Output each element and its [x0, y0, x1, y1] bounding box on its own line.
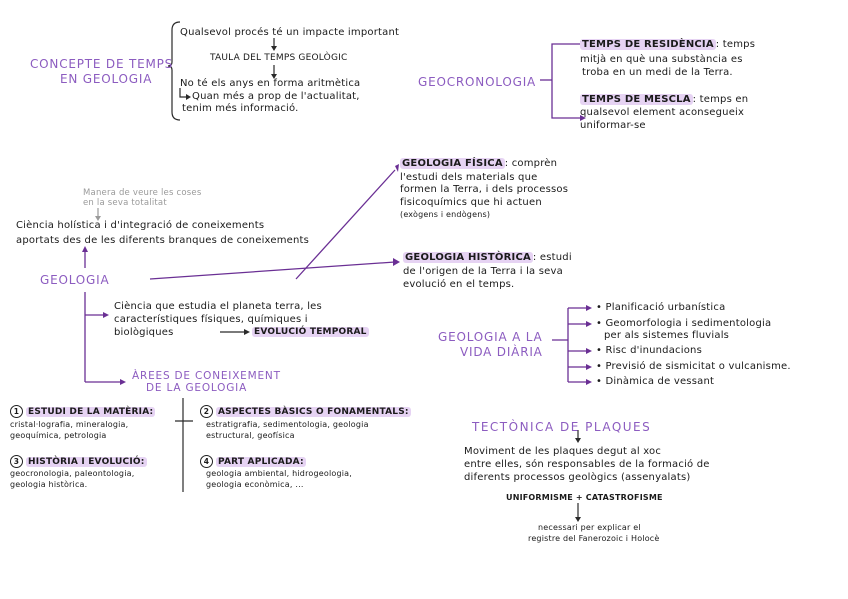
mescla-label: TEMPS DE MESCLA [582, 94, 691, 105]
fisica-text-1: : comprèn [504, 158, 558, 169]
ciencia-line-2: característiques físiques, químiques i [114, 314, 308, 325]
area-4-header [200, 455, 306, 468]
residencia-line-2: mitjà en què una substància es [580, 54, 743, 65]
area-4-line-2: geologia econòmica, ... [206, 480, 304, 489]
concepte-line-4: Quan més a prop de l'actualitat, [192, 91, 360, 102]
area-2-number: 2 [200, 405, 213, 418]
area-3-line-1: geocronologia, paleontologia, [10, 469, 135, 478]
area-3-line-2: geologia històrica. [10, 480, 88, 489]
vida-bracket [552, 308, 588, 382]
fisica-line-2: l'estudi dels materials que [400, 172, 538, 183]
tectonica-line-5: necessari per explicar el [538, 523, 641, 532]
tectonica-line-4: UNIFORMISME + CATASTROFISME [506, 493, 663, 502]
concepte-bracket [168, 22, 180, 120]
vida-item-3-label: Risc d'inundacions [605, 345, 703, 356]
vida-item-2: • Geomorfologia i sedimentologia [596, 318, 772, 329]
vida-title-2: VIDA DIÀRIA [460, 345, 543, 359]
tectonica-line-1: Moviment de les plaques degut al xoc [464, 446, 662, 457]
residencia-text: : temps [715, 39, 756, 50]
tectonica-line-2: entre elles, són responsables de la formació de [464, 459, 710, 470]
residencia-label: TEMPS DE RESIDÈNCIA [582, 39, 714, 50]
area-4-line-1: geologia ambiental, hidrogeologia, [206, 469, 353, 478]
area-3-number: 3 [10, 455, 23, 468]
area-1-line-1: cristal·lografia, mineralogia, [10, 420, 129, 429]
vida-item-5-label: Dinàmica de vessant [605, 376, 715, 387]
historica-text-1: : estudi [532, 252, 572, 263]
tectonica-line-3: diferents processos geològics (assenyalats) [464, 472, 691, 483]
ciencia-line-1: Ciència que estudia el planeta terra, les [114, 301, 322, 312]
area-1-header [10, 405, 155, 418]
area-3-header [10, 455, 147, 468]
vida-item-1: • Planificació urbanística [596, 302, 726, 313]
gray-note-2: en la seva totalitat [83, 198, 167, 208]
mescla-line-1 [580, 94, 748, 106]
fisica-line-4: fisicoquímics que hi actuen [400, 197, 542, 208]
vida-item-5: • Dinàmica de vessant [596, 376, 715, 387]
area-4-title: PART APLICADA: [218, 457, 304, 467]
area-1-number: 1 [10, 405, 23, 418]
concepte-line-3: No té els anys en forma aritmètica [180, 78, 361, 89]
historica-line-1 [403, 252, 572, 264]
holistica-line-2: aportats des de les diferents branques de coneixements [16, 235, 310, 246]
holistica-line-1: Ciència holística i d'integració de coneixements [16, 220, 265, 231]
vida-item-4: • Previsió de sismicitat o vulcanisme. [596, 361, 791, 372]
evolucio-label: EVOLUCIÓ TEMPORAL [254, 327, 367, 337]
vida-item-2b: per als sistemes fluvials [604, 330, 730, 341]
ciencia-line-3: biològiques [114, 327, 174, 338]
historica-arrow [150, 262, 395, 279]
concepte-line-2: TAULA DEL TEMPS GEOLÒGIC [210, 53, 348, 63]
concepte-title-2: EN GEOLOGIA [60, 72, 153, 86]
area-1-title: ESTUDI DE LA MATÈRIA: [28, 407, 154, 417]
tectonica-line-6: registre del Fanerozoic i Holocè [528, 534, 660, 543]
fisica-line-5: (exògens i endògens) [400, 210, 491, 219]
fisica-line-3: formen la Terra, i dels processos [400, 184, 569, 195]
vida-title-1: GEOLOGIA A LA [438, 330, 543, 344]
area-2-line-2: estructural, geofísica [206, 431, 295, 440]
geologia-title: GEOLOGIA [40, 273, 110, 287]
concepte-line-5: tenim més informació. [182, 103, 299, 114]
historica-line-2: de l'origen de la Terra i la seva [403, 266, 563, 277]
vida-item-1-label: Planificació urbanística [605, 302, 726, 313]
vida-item-2-label: Geomorfologia i sedimentologia [605, 318, 772, 329]
fisica-label: GEOLOGIA FÍSICA [402, 158, 503, 169]
geocronologia-title: GEOCRONOLOGIA [418, 75, 537, 89]
arees-title-2: DE LA GEOLOGIA [146, 382, 248, 394]
residencia-line-3: troba en un medi de la Terra. [582, 67, 733, 78]
concepte-line-1: Qualsevol procés té un impacte important [180, 27, 400, 38]
mescla-text: : temps en [692, 94, 749, 105]
area-2-title: ASPECTES BÀSICS O FONAMENTALS: [218, 407, 409, 417]
tectonica-title: TECTÒNICA DE PLAQUES [472, 420, 652, 434]
residencia-line-1 [580, 39, 755, 51]
fisica-line-1 [400, 158, 557, 170]
area-1-line-2: geoquímica, petrologia [10, 431, 107, 440]
evolucio-temporal [252, 326, 369, 338]
area-4-number: 4 [200, 455, 213, 468]
area-2-header [200, 405, 411, 418]
concepte-title-1: CONCEPTE DE TEMPS [30, 57, 174, 71]
area-2-line-1: estratigrafia, sedimentologia, geologia [206, 420, 369, 429]
mescla-line-2: qualsevol element aconsegueix [580, 107, 745, 118]
geocronologia-bracket [552, 44, 580, 118]
vida-item-4-label: Previsió de sismicitat o vulcanisme. [605, 361, 791, 372]
historica-label: GEOLOGIA HISTÒRICA [405, 252, 531, 263]
gray-note-1: Manera de veure les coses [83, 188, 202, 198]
mescla-line-3: uniformar-se [580, 120, 646, 131]
arees-title-1: ÀREES DE CONEIXEMENT [132, 370, 281, 382]
area-3-title: HISTÒRIA I EVOLUCIÓ: [28, 457, 145, 467]
historica-line-3: evolució en el temps. [403, 279, 515, 290]
vida-item-3: • Risc d'inundacions [596, 345, 703, 356]
